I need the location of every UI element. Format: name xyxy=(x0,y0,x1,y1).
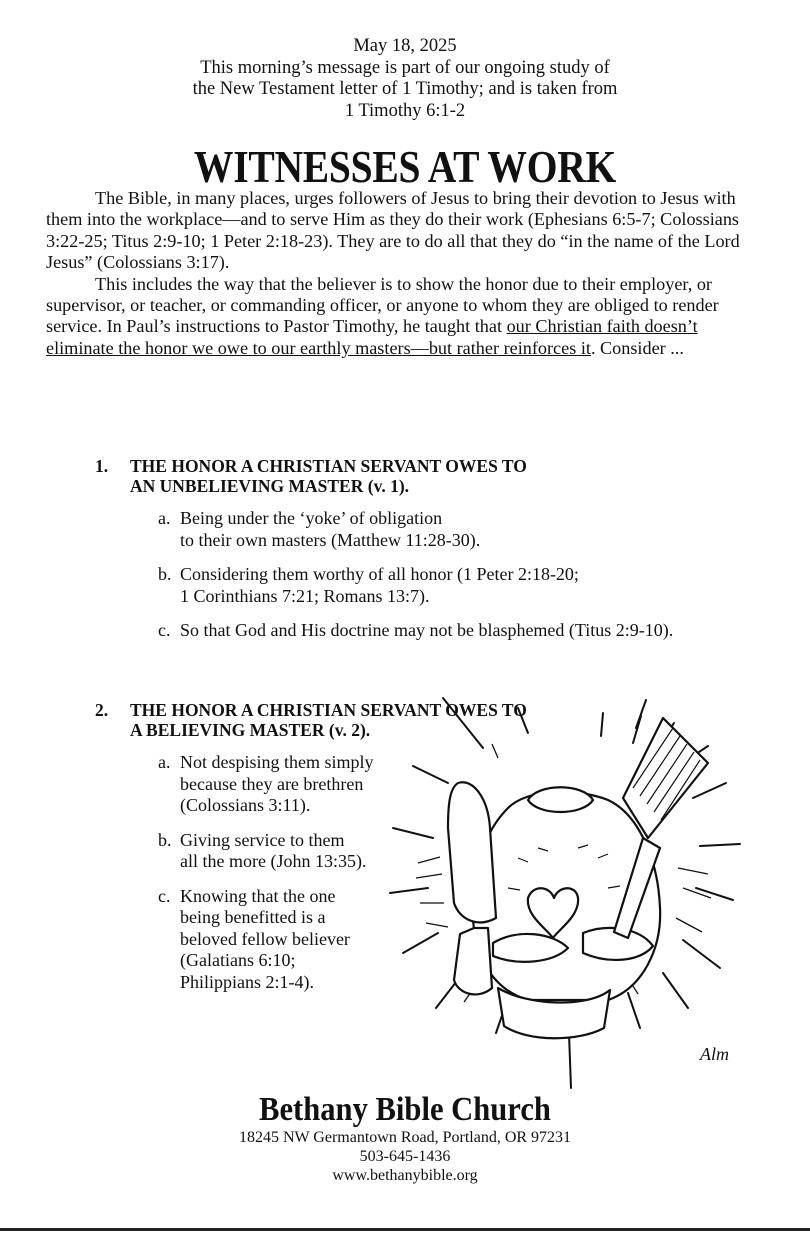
point-letter: b. xyxy=(158,564,172,584)
point-line: Knowing that the one xyxy=(180,885,336,906)
section-heading-line-1: THE HONOR A CHRISTIAN SERVANT OWES TO xyxy=(130,700,527,720)
sermon-title: WITNESSES AT WORK xyxy=(193,141,617,192)
church-phone: 503-645-1436 xyxy=(359,1148,451,1165)
sermon-date: May 18, 2025 xyxy=(353,36,457,56)
intro-text xyxy=(46,188,746,359)
section-heading-line-2: A BELIEVING MASTER (v. 2). xyxy=(130,720,371,740)
sermon-header xyxy=(0,36,810,122)
point-line: So that God and His doctrine may not be blasphemed (Titus 2:9-10). xyxy=(180,620,674,640)
point-line: beloved fellow believer xyxy=(180,928,350,949)
series-line-2: the New Testament letter of 1 Timothy; and is taken from xyxy=(192,79,618,99)
church-footer xyxy=(0,1092,810,1185)
church-address: 18245 NW Germantown Road, Portland, OR 97231 xyxy=(238,1129,572,1146)
section-heading-line-2: AN UNBELIEVING MASTER (v. 1). xyxy=(130,476,410,496)
section-heading-line-1: THE HONOR A CHRISTIAN SERVANT OWES TO xyxy=(130,456,527,476)
section-heading xyxy=(95,456,755,496)
point-letter: b. xyxy=(158,829,172,850)
outline-point-1b xyxy=(158,564,755,607)
outline-point-2c xyxy=(158,886,398,994)
outline-point-1a xyxy=(158,508,755,551)
bottom-rule xyxy=(0,1228,810,1231)
point-line: because they are brethren xyxy=(180,773,364,794)
intro-p2-underlined: our Christian faith doesn’t eliminate the honor we owe to our earthly masters—but rather reinforces it xyxy=(46,316,698,358)
point-line: Giving service to them xyxy=(180,829,345,850)
point-line: all the more (John 13:35). xyxy=(180,851,367,871)
point-letter: c. xyxy=(158,620,171,640)
point-line: (Colossians 3:11). xyxy=(180,795,311,815)
point-line: 1 Corinthians 7:21; Romans 13:7). xyxy=(180,585,430,606)
point-line: (Galatians 6:10; xyxy=(180,950,296,970)
artist-signature: Alm xyxy=(700,1044,729,1064)
section-number: 1. xyxy=(95,456,109,476)
intro-paragraph-1: The Bible, in many places, urges followers of Jesus to bring their devotion to Jesus with them into the workplace—and to serve Him as they do their work (Ephesians 6:5-7; Colossians 3:22-25; Titus 2:9-10; 1 Peter 2:18-23). They are to do all that they do “in the name of the Lord Jesus” (Colossians 3:17). xyxy=(46,188,740,273)
worker-figure xyxy=(448,718,708,1038)
point-letter: a. xyxy=(158,508,171,528)
point-line: Considering them worthy of all honor (1 Peter 2:18-20; xyxy=(180,564,579,584)
series-line-1: This morning’s message is part of our ongoing study of xyxy=(200,57,610,78)
worker-with-tools-illustration xyxy=(378,688,763,1093)
intro-p2-start: This includes the way that the believer is to show the honor due to their employer, or supervisor, or teacher, or commanding officer, or anyone to whom they are obliged to render service. In Paul’s instructions to Pastor Timothy, he taught that xyxy=(46,273,719,337)
outline-section-1 xyxy=(95,456,755,655)
intro-paragraph-2 xyxy=(46,274,746,360)
point-letter: c. xyxy=(158,885,171,906)
scripture-reference: 1 Timothy 6:1-2 xyxy=(344,100,466,121)
church-website: www.bethanybible.org xyxy=(332,1167,478,1184)
intro-p2-end: . Consider ... xyxy=(590,337,684,358)
church-name: Bethany Bible Church xyxy=(259,1091,551,1128)
outline-point-1c xyxy=(158,620,755,642)
point-line: Philippians 2:1-4). xyxy=(180,971,314,992)
outline-point-2b xyxy=(158,830,398,873)
point-line: to their own masters (Matthew 11:28-30). xyxy=(180,529,481,550)
point-letter: a. xyxy=(158,752,171,772)
outline-point-2a xyxy=(158,752,398,817)
point-line: Not despising them simply xyxy=(180,752,374,772)
point-line: Being under the ‘yoke’ of obligation xyxy=(180,508,443,528)
point-line: being benefitted is a xyxy=(180,907,326,927)
section-number: 2. xyxy=(95,700,109,720)
